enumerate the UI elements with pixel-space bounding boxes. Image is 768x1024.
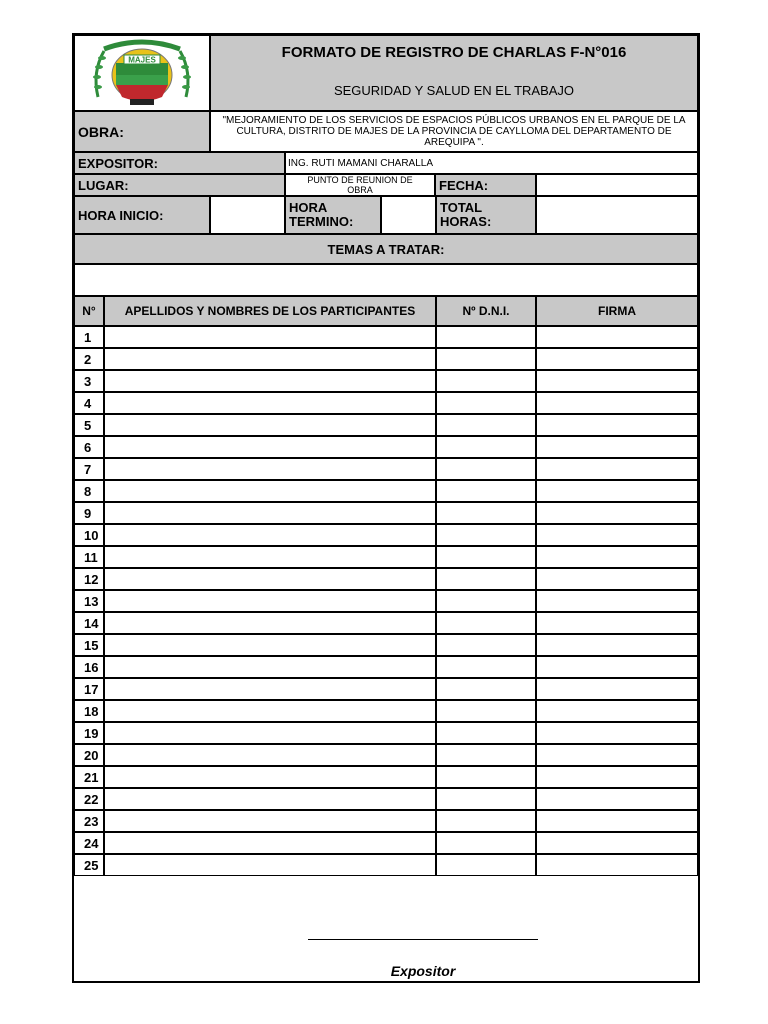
participant-name-field[interactable] xyxy=(104,524,436,546)
row-number: 16 xyxy=(74,656,104,678)
row-number: 25 xyxy=(74,854,104,876)
expositor-value[interactable]: ING. RUTI MAMANI CHARALLA xyxy=(285,152,698,174)
dni-field[interactable] xyxy=(436,810,536,832)
firma-field[interactable] xyxy=(536,832,698,854)
form-title: FORMATO DE REGISTRO DE CHARLAS F-N°016 xyxy=(281,44,627,61)
participant-name-field[interactable] xyxy=(104,480,436,502)
lugar-label: LUGAR: xyxy=(74,174,285,196)
row-number: 9 xyxy=(74,502,104,524)
row-number: 24 xyxy=(74,832,104,854)
participant-name-field[interactable] xyxy=(104,854,436,876)
participant-name-field[interactable] xyxy=(104,722,436,744)
row-number: 19 xyxy=(74,722,104,744)
firma-field[interactable] xyxy=(536,502,698,524)
temas-label: TEMAS A TRATAR: xyxy=(74,234,698,264)
total-horas-label: TOTAL HORAS: xyxy=(436,196,536,234)
total-horas-field[interactable] xyxy=(536,196,698,234)
row-number: 1 xyxy=(74,326,104,348)
firma-field[interactable] xyxy=(536,414,698,436)
dni-field[interactable] xyxy=(436,722,536,744)
row-number: 5 xyxy=(74,414,104,436)
firma-field[interactable] xyxy=(536,348,698,370)
firma-field[interactable] xyxy=(536,854,698,876)
participant-name-field[interactable] xyxy=(104,634,436,656)
participant-name-field[interactable] xyxy=(104,436,436,458)
dni-field[interactable] xyxy=(436,392,536,414)
hora-inicio-field[interactable] xyxy=(210,196,285,234)
firma-field[interactable] xyxy=(536,700,698,722)
participant-name-field[interactable] xyxy=(104,832,436,854)
participant-name-field[interactable] xyxy=(104,656,436,678)
participant-name-field[interactable] xyxy=(104,568,436,590)
participant-name-field[interactable] xyxy=(104,700,436,722)
row-number: 2 xyxy=(74,348,104,370)
signature-line[interactable] xyxy=(308,939,538,940)
participant-name-field[interactable] xyxy=(104,744,436,766)
hora-termino-label: HORA TERMINO: xyxy=(285,196,381,234)
dni-field[interactable] xyxy=(436,502,536,524)
firma-field[interactable] xyxy=(536,722,698,744)
participant-name-field[interactable] xyxy=(104,612,436,634)
row-number: 6 xyxy=(74,436,104,458)
dni-field[interactable] xyxy=(436,370,536,392)
col-header-firma: FIRMA xyxy=(536,296,698,326)
dni-field[interactable] xyxy=(436,590,536,612)
fecha-field[interactable] xyxy=(536,174,698,196)
dni-field[interactable] xyxy=(436,656,536,678)
dni-field[interactable] xyxy=(436,634,536,656)
lugar-value[interactable]: PUNTO DE REUNION DE OBRA xyxy=(285,174,435,196)
row-number: 13 xyxy=(74,590,104,612)
row-number: 15 xyxy=(74,634,104,656)
row-number: 10 xyxy=(74,524,104,546)
participant-name-field[interactable] xyxy=(104,392,436,414)
majes-logo-icon xyxy=(90,37,194,109)
dni-field[interactable] xyxy=(436,832,536,854)
col-header-number: N° xyxy=(74,296,104,326)
firma-field[interactable] xyxy=(536,370,698,392)
hora-inicio-label: HORA INICIO: xyxy=(74,196,210,234)
firma-field[interactable] xyxy=(536,326,698,348)
participant-name-field[interactable] xyxy=(104,766,436,788)
title-cell xyxy=(210,35,698,111)
participant-name-field[interactable] xyxy=(104,546,436,568)
firma-field[interactable] xyxy=(536,458,698,480)
row-number: 8 xyxy=(74,480,104,502)
dni-field[interactable] xyxy=(436,612,536,634)
dni-field[interactable] xyxy=(436,700,536,722)
obra-value[interactable]: "MEJORAMIENTO DE LOS SERVICIOS DE ESPACIOS PÚBLICOS URBANOS EN EL PARQUE DE LA CULTURA, DISTRITO DE MAJES DE LA PROVINCIA DE CAYLLOMA DEL DEPARTAMENTO DE AREQUIPA ". xyxy=(210,111,698,152)
dni-field[interactable] xyxy=(436,568,536,590)
participant-name-field[interactable] xyxy=(104,458,436,480)
temas-field[interactable] xyxy=(74,264,698,296)
firma-field[interactable] xyxy=(536,480,698,502)
fecha-label: FECHA: xyxy=(435,174,536,196)
row-number: 3 xyxy=(74,370,104,392)
row-number: 12 xyxy=(74,568,104,590)
dni-field[interactable] xyxy=(436,744,536,766)
dni-field[interactable] xyxy=(436,788,536,810)
firma-field[interactable] xyxy=(536,744,698,766)
dni-field[interactable] xyxy=(436,326,536,348)
participant-name-field[interactable] xyxy=(104,414,436,436)
participant-name-field[interactable] xyxy=(104,678,436,700)
signature-label: Expositor xyxy=(390,963,456,979)
hora-termino-field[interactable] xyxy=(381,196,436,234)
participant-name-field[interactable] xyxy=(104,788,436,810)
dni-field[interactable] xyxy=(436,546,536,568)
firma-field[interactable] xyxy=(536,612,698,634)
participant-name-field[interactable] xyxy=(104,810,436,832)
firma-field[interactable] xyxy=(536,392,698,414)
row-number: 4 xyxy=(74,392,104,414)
row-number: 18 xyxy=(74,700,104,722)
firma-field[interactable] xyxy=(536,788,698,810)
dni-field[interactable] xyxy=(436,414,536,436)
row-number: 21 xyxy=(74,766,104,788)
participant-name-field[interactable] xyxy=(104,370,436,392)
row-number: 17 xyxy=(74,678,104,700)
dni-field[interactable] xyxy=(436,436,536,458)
firma-field[interactable] xyxy=(536,656,698,678)
dni-field[interactable] xyxy=(436,348,536,370)
participant-name-field[interactable] xyxy=(104,326,436,348)
dni-field[interactable] xyxy=(436,766,536,788)
signature-area xyxy=(74,877,698,983)
firma-field[interactable] xyxy=(536,546,698,568)
col-header-dni: Nº D.N.I. xyxy=(436,296,536,326)
firma-field[interactable] xyxy=(536,634,698,656)
dni-field[interactable] xyxy=(436,524,536,546)
row-number: 11 xyxy=(74,546,104,568)
firma-field[interactable] xyxy=(536,568,698,590)
participant-name-field[interactable] xyxy=(104,590,436,612)
firma-field[interactable] xyxy=(536,766,698,788)
row-number: 23 xyxy=(74,810,104,832)
form-subtitle: SEGURIDAD Y SALUD EN EL TRABAJO xyxy=(333,83,575,98)
participant-name-field[interactable] xyxy=(104,348,436,370)
logo-cell xyxy=(74,35,210,111)
row-number: 14 xyxy=(74,612,104,634)
firma-field[interactable] xyxy=(536,810,698,832)
row-number: 22 xyxy=(74,788,104,810)
dni-field[interactable] xyxy=(436,854,536,876)
row-number: 20 xyxy=(74,744,104,766)
firma-field[interactable] xyxy=(536,590,698,612)
col-header-names: APELLIDOS Y NOMBRES DE LOS PARTICIPANTES xyxy=(104,296,436,326)
svg-text:MAJES: MAJES xyxy=(128,55,156,65)
firma-field[interactable] xyxy=(536,524,698,546)
firma-field[interactable] xyxy=(536,678,698,700)
expositor-label: EXPOSITOR: xyxy=(74,152,285,174)
dni-field[interactable] xyxy=(436,678,536,700)
row-number: 7 xyxy=(74,458,104,480)
dni-field[interactable] xyxy=(436,458,536,480)
participant-name-field[interactable] xyxy=(104,502,436,524)
charla-registration-form xyxy=(72,33,700,983)
dni-field[interactable] xyxy=(436,480,536,502)
firma-field[interactable] xyxy=(536,436,698,458)
obra-label: OBRA: xyxy=(74,111,210,152)
